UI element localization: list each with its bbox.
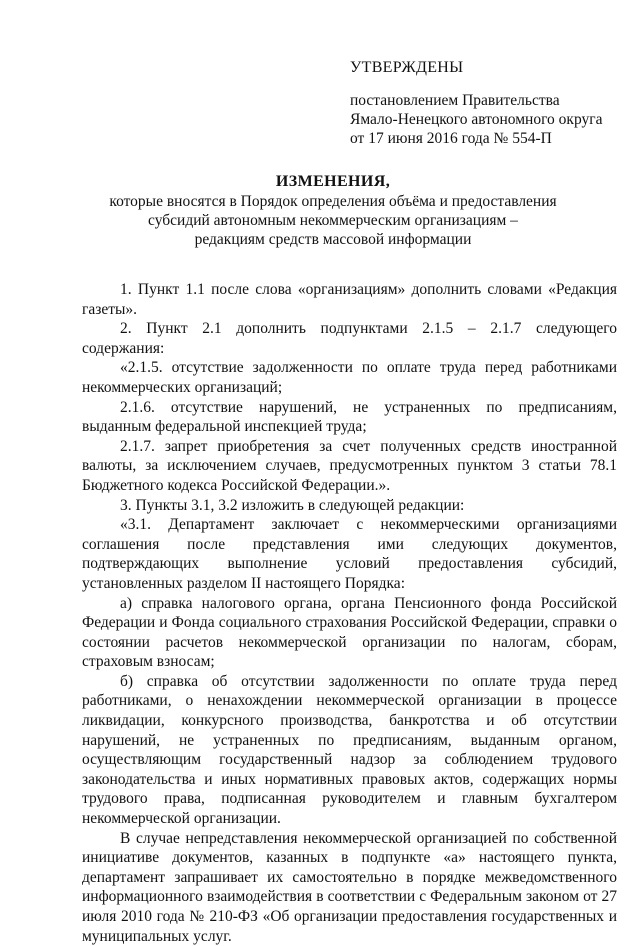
approval-line: от 17 июня 2016 года № 554-П [350, 130, 552, 147]
title-subline: редакциям средств массовой информации [194, 231, 472, 248]
approval-block [350, 58, 630, 148]
document-body [82, 280, 617, 946]
paragraph: б) справка об отсутствии задолженности по оплате труда перед работниками, о ненахождении некоммерческой организации в процессе ликвидации, конкурсного производства, банкротства и об отсутствии нарушений, не устраненных по предписаниям, выданным органом, осуществляющим государственный надзор за соблюдением трудового законодательства и иных нормативных правовых актов, содержащих нормы трудового права, подписанная руководителем и главным бухгалтером некоммерческой организации. [82, 672, 617, 828]
paragraph: 1. Пункт 1.1 после слова «организациям» дополнить словами «Редакция газеты». [82, 281, 617, 318]
paragraph: 3. Пункты 3.1, 3.2 изложить в следующей редакции: [120, 496, 465, 514]
title-subline: которые вносятся в Порядок определения объёма и предоставления [109, 193, 557, 210]
approval-line: Ямало-Ненецкого автономного округа [350, 111, 603, 128]
title-subline: субсидий автономным некоммерческим организациям – [148, 212, 518, 229]
paragraph: 2.1.7. запрет приобретения за счет полученных средств иностранной валюты, за исключением случаев, предусмотренных пунктом 3 статьи 78.1 Бюджетного кодекса Российской Федерации.». [82, 437, 617, 494]
document-title-block [80, 172, 586, 249]
paragraph: 2. Пункт 2.1 дополнить подпунктами 2.1.5 – 2.1.7 следующего содержания: [82, 320, 617, 357]
paragraph: «3.1. Департамент заключает с некоммерческими организациями соглашения после представления ими следующих документов, подтверждающих выполнение условий предоставления субсидий, установленных разделом II настоящего Порядка: [82, 516, 617, 592]
paragraph: а) справка налогового органа, органа Пенсионного фонда Российской Федерации и Фонда социального страхования Российской Федерации, справки о состоянии расчетов некоммерческой организации по налогам, сборам, страховым взносам; [82, 594, 617, 671]
paragraph: 2.1.6. отсутствие нарушений, не устраненных по предписаниям, выданным федеральной инспекцией труда; [82, 398, 617, 436]
paragraph: В случае непредставления некоммерческой организацией по собственной инициативе документов, казанных в подпункте «а» настоящего пункта, департамент запрашивает их самостоятельно в порядке межведомственного информационного взаимодействия в соответствии с Федеральным законом от 27 июля 2010 года № 210-ФЗ «Об организации предоставления государственных и муниципальных услуг. [82, 829, 617, 945]
document-title: ИЗМЕНЕНИЯ, [275, 173, 391, 190]
paragraph: «2.1.5. отсутствие задолженности по оплате труда перед работниками некоммерческих организаций; [82, 359, 617, 396]
approval-line: постановлением Правительства [350, 92, 560, 109]
approval-heading: УТВЕРЖДЕНЫ [350, 59, 464, 76]
